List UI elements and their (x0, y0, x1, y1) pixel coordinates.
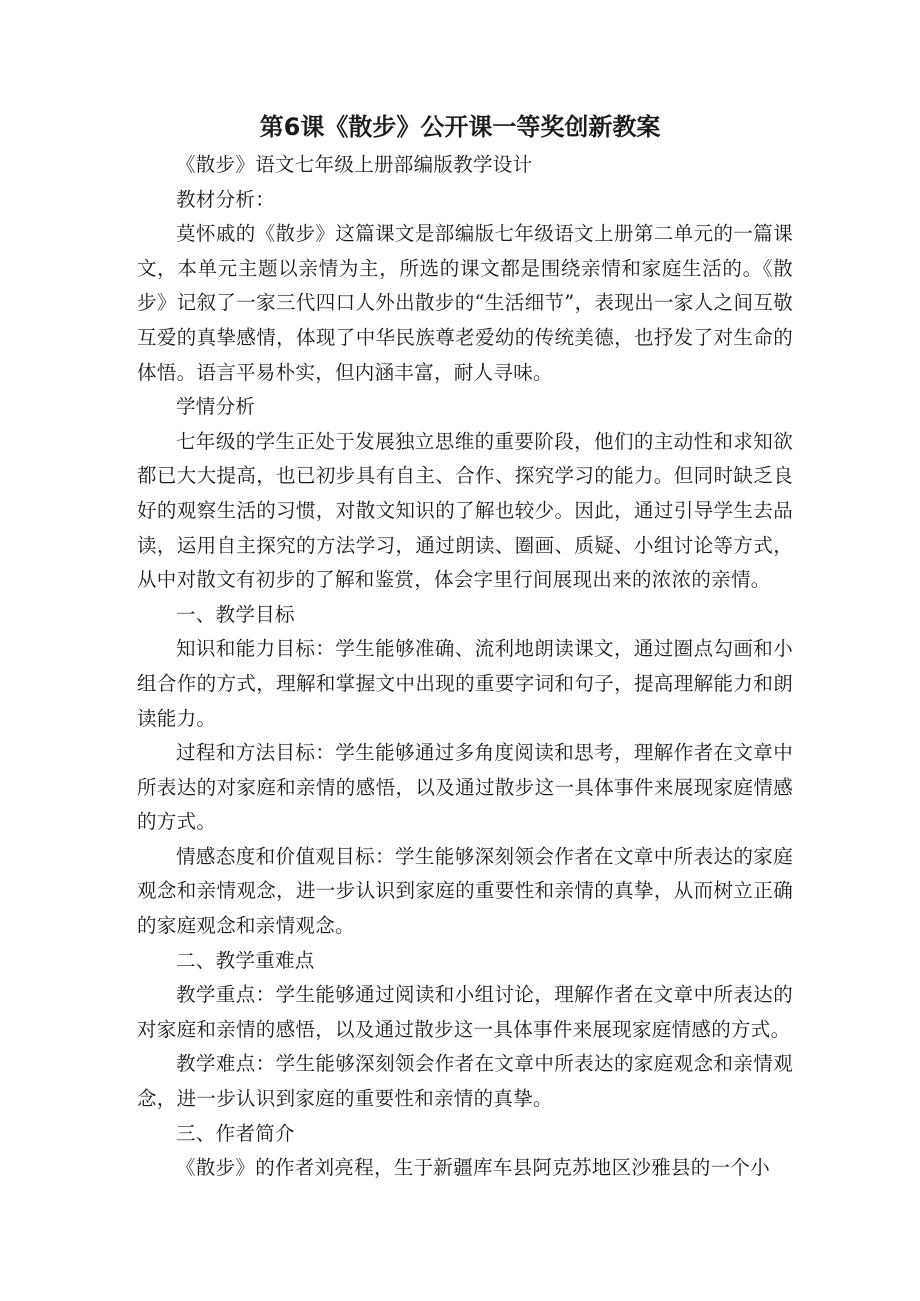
body-paragraph: 七年级的学生正处于发展独立思维的重要阶段，他们的主动性和求知欲都已大大提高，也已初步具有自主、合作、探究学习的能力。但同时缺乏良好的观察生活的习惯，对散文知识的了解也较少。因此，通过引导学生去品读，运用自主探究的方法学习，通过朗读、圈画、质疑、小组讨论等方式，从中对散文有初步的了解和鉴赏，体会字里行间展现出来的浓浓的亲情。 (137, 429, 793, 592)
section-heading-teaching-goals: 一、教学目标 (176, 602, 295, 626)
section-heading-key-points: 二、教学重难点 (176, 948, 315, 972)
body-paragraph: 《散步》的作者刘亮程，生于新疆库车县阿克苏地区沙雅县的一个小 (176, 1156, 771, 1180)
body-paragraph: 教学难点：学生能够深刻领会作者在文章中所表达的家庭观念和亲情观念，进一步认识到家庭的重要性和亲情的真挚。 (137, 1052, 793, 1111)
body-paragraph: 莫怀戚的《散步》这篇课文是部编版七年级语文上册第二单元的一篇课文，本单元主题以亲情为主，所选的课文都是围绕亲情和家庭生活的。《散步》记叙了一家三代四口人外出散步的“生活细节”，表现出一家人之间互敬互爱的真挚感情，体现了中华民族尊老爱幼的传统美德，也抒发了对生命的体悟。语言平易朴实，但内涵丰富，耐人寻味。 (137, 222, 793, 384)
document-body (137, 148, 793, 1186)
section-heading-textbook-analysis: 教材分析： (176, 187, 276, 211)
subtitle-paragraph: 《散步》语文七年级上册部编版教学设计 (176, 153, 533, 176)
body-paragraph: 过程和方法目标：学生能够通过多角度阅读和思考，理解作者在文章中所表达的对家庭和亲情的感悟，以及通过散步这一具体事件来展现家庭情感的方式。 (137, 741, 793, 834)
body-paragraph: 教学重点：学生能够通过阅读和小组讨论，理解作者在文章中所表达的对家庭和亲情的感悟，以及通过散步这一具体事件来展现家庭情感的方式。 (137, 983, 793, 1041)
body-paragraph: 情感态度和价值观目标：学生能够深刻领会作者在文章中所表达的家庭观念和亲情观念，进一步认识到家庭的重要性和亲情的真挚，从而树立正确的家庭观念和亲情观念。 (137, 844, 793, 938)
section-heading-author-intro: 三、作者简介 (176, 1121, 295, 1145)
body-paragraph: 知识和能力目标：学生能够准确、流利地朗读课文，通过圈点勾画和小组合作的方式，理解和掌握文中出现的重要字词和句子，提高理解能力和朗读能力。 (137, 637, 793, 730)
section-heading-student-analysis: 学情分析 (176, 395, 256, 419)
document-title: 第6课《散步》公开课一等奖创新教案 (259, 113, 661, 141)
